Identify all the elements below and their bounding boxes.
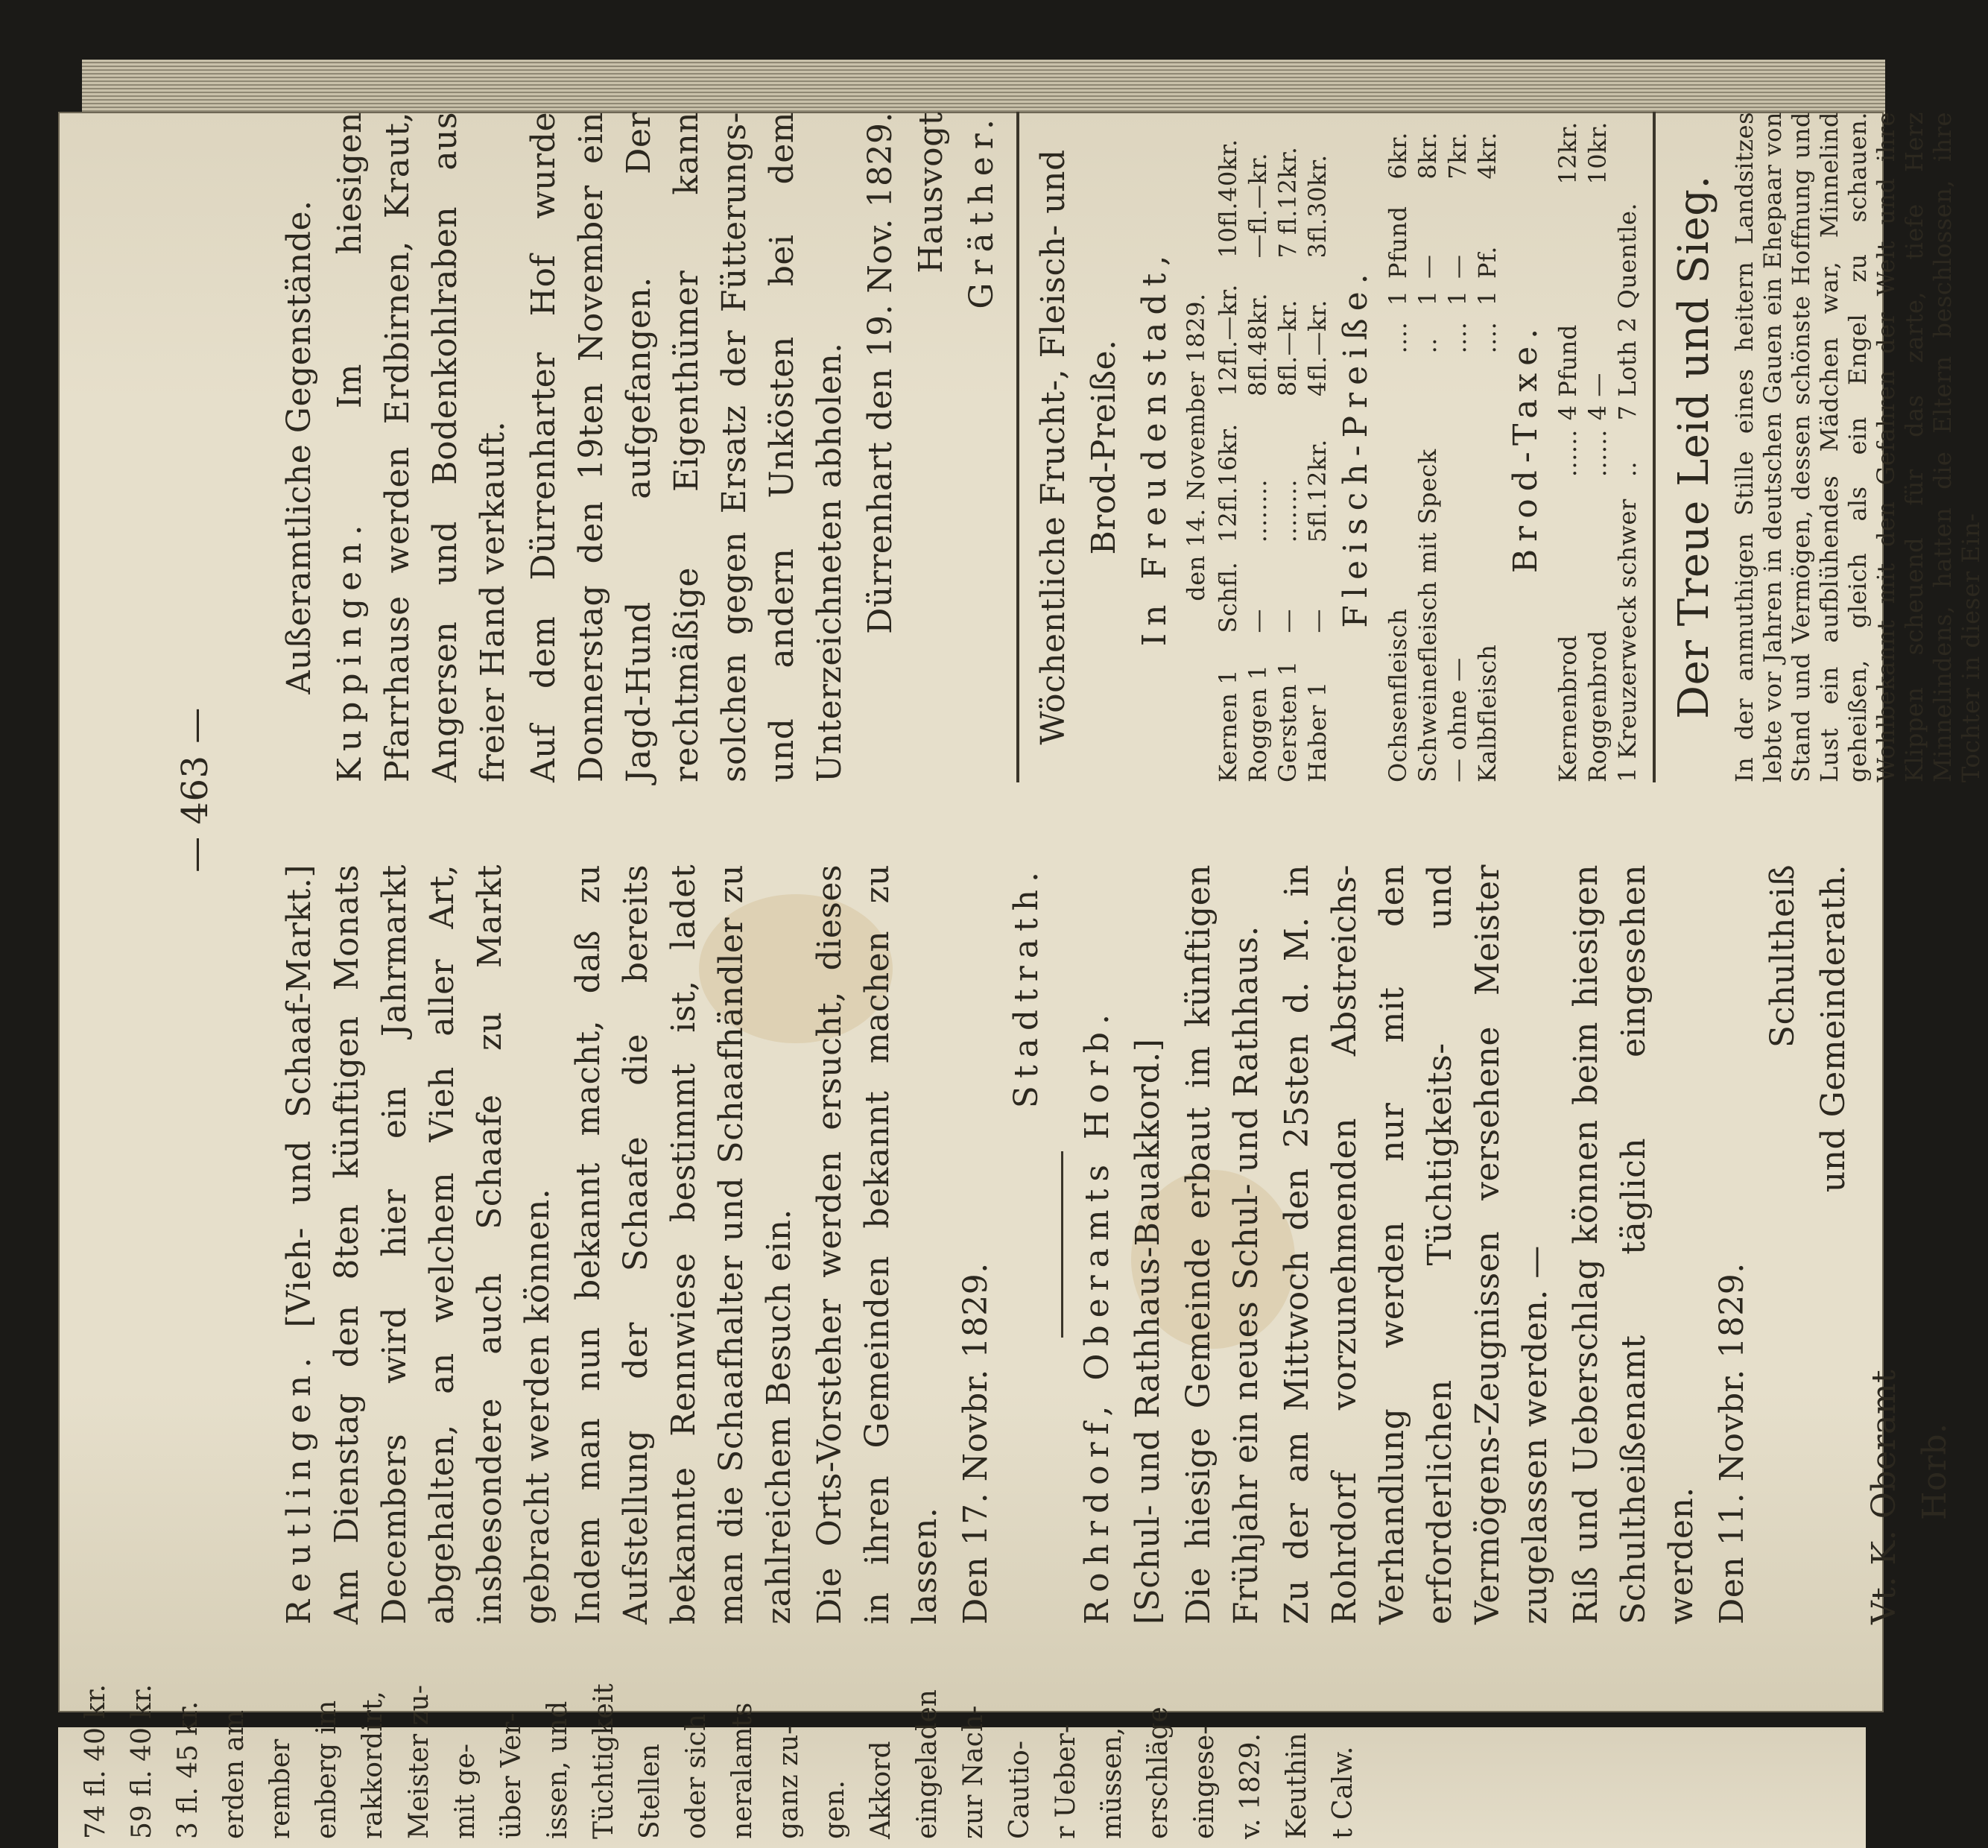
table-cell: 10kr.	[1583, 121, 1612, 185]
table-cell: Pf.	[1473, 246, 1501, 279]
lower-page-line: eingeladen	[912, 1689, 943, 1839]
lower-page-text	[73, 960, 1367, 1839]
prices-title2: Brod-Preiße.	[1085, 339, 1123, 555]
meat-price-row	[1383, 112, 1413, 782]
reutlingen-text2: Indem man nun bekannt macht, daß zu Aufstellung der Schaafe die bereits bekannte Rennwiese bestimmt ist, ladet man die Schaafhalter und Schaafhändler zu zahlreichem Besuch ein.	[569, 864, 798, 1624]
lower-page-line: Cautio-	[1004, 1740, 1035, 1839]
section-divider	[1016, 112, 1019, 782]
table-cell: ..	[1414, 338, 1442, 354]
story-text: In der anmuthigen Stille eines heitern Landsitzes lebte vor Jahren in deutschen Gauen ein Ehepaar von Stand und Vermögen, dessen schönste Hoffnung und Lust ein aufblühendes Mädchen war, Minnelind geheißen, gleich als ein Engel zu schauen. Wohlbekannt mit den Gefahren der Welt und ihre Klippen scheuend für das zarte, tiefe Herz Minnelindens, hatten die Eltern beschlossen, ihre Tochter in dieser Ein-	[1730, 112, 1985, 782]
rohrdorf-signature1: Schultheiß	[1764, 864, 1802, 1048]
table-cell: 7 Loth 2 Quentle.	[1613, 202, 1642, 421]
bread-price-row	[1612, 112, 1642, 782]
table-cell: Schfl.	[1214, 561, 1242, 633]
table-cell: 1 Kreuzerweck schwer	[1613, 499, 1642, 782]
table-cell: —	[1414, 254, 1442, 279]
section-divider	[1653, 112, 1656, 782]
table-cell: 7kr.	[1443, 131, 1472, 180]
lower-page-line: ganz zu-	[773, 1725, 804, 1839]
reutlingen-text3: Die Orts-Vorsteher werden ersucht, dieses in ihren Gemeinden bekannt machen zu lassen.	[811, 864, 944, 1624]
grain-price-row	[1213, 112, 1243, 782]
lower-page-line: mit ge-	[450, 1743, 481, 1839]
table-cell: 7 fl.12kr.	[1273, 146, 1302, 259]
table-cell: —	[1303, 608, 1332, 633]
table-cell: 1	[1443, 290, 1472, 306]
rohrdorf-text1: Die hiesige Gemeinde erbaut im künftigen Frühjahr ein neues Schul- und Rathhaus.	[1180, 864, 1265, 1624]
kuppingen-notice	[326, 112, 517, 782]
reutlingen-text1: [Vieh- und Schaaf-Markt.] Am Dienstag den 8ten künftigen Monats Decembers wird hier ein Jahrmarkt abgehalten, an welchem Vieh aller Art, insbesondere auch Schaafe zu Markt gebracht werden können.	[280, 864, 557, 1624]
page-edge	[82, 60, 1885, 119]
lower-page-line: Meister zu-	[404, 1685, 434, 1839]
table-cell: ......	[1583, 429, 1612, 478]
lower-page-line: neralamts	[727, 1702, 758, 1839]
lower-page-line: Akkord	[866, 1741, 896, 1839]
lower-page-line: Stellen	[635, 1744, 665, 1839]
rohrdorf-signature2: und Gemeinderath.	[1814, 864, 1852, 1193]
table-cell: Ochsenfleisch	[1384, 608, 1412, 782]
table-cell: Haber 1	[1303, 681, 1332, 782]
table-cell: 1	[1384, 290, 1412, 306]
lower-page-line: enberg im	[311, 1700, 342, 1839]
table-cell: ....	[1443, 321, 1472, 354]
grain-price-row	[1273, 112, 1302, 782]
rohrdorf-footer2: Horb.	[1916, 1423, 1954, 1520]
right-column-heading: Außeramtliche Gegenstände.	[280, 200, 318, 694]
table-cell: 8kr.	[1414, 131, 1442, 180]
meat-price-row	[1443, 112, 1472, 782]
table-cell: Roggenbrod	[1583, 630, 1612, 782]
reutlingen-signature: Stadtrath.	[1007, 864, 1045, 1109]
kuppingen-heading: Kuppingen.	[331, 517, 369, 782]
meat-title: Fleisch-Preiße.	[1337, 266, 1375, 628]
lower-page-line: erschläge	[1143, 1706, 1174, 1839]
bread-price-row	[1583, 112, 1612, 782]
lower-page-line: rember	[265, 1738, 296, 1839]
table-cell: 12fl.16kr.	[1214, 423, 1242, 543]
table-cell: Kernenbrod	[1554, 635, 1582, 782]
table-cell: 10fl.40kr.	[1214, 139, 1242, 259]
table-cell	[1612, 112, 1642, 185]
lower-page-line: rakkordirt,	[358, 1691, 388, 1839]
table-cell: 8fl.48kr.	[1244, 292, 1272, 396]
table-cell: 4fl.—kr.	[1303, 299, 1332, 396]
reutlingen-date: Den 17. Novbr. 1829.	[957, 1262, 995, 1624]
table-cell: Kalbfleisch	[1473, 644, 1501, 782]
table-cell: Roggen 1	[1244, 664, 1272, 782]
rohrdorf-date: Den 11. Novbr. 1829.	[1713, 1262, 1751, 1624]
lower-page-line: zur Nach-	[958, 1705, 989, 1839]
table-cell: ........	[1273, 478, 1302, 543]
rohrdorf-text3: Riß und Ueberschlag können beim hiesigen Schultheißenamt täglich eingesehen werden.	[1567, 864, 1700, 1624]
lower-page-line: müssen,	[1097, 1727, 1127, 1839]
lower-page-line: v. 1829.	[1235, 1732, 1266, 1839]
table-cell: Schweinefleisch mit Speck	[1414, 449, 1442, 782]
lower-page-line: erden am	[219, 1709, 250, 1839]
table-cell: —	[1273, 608, 1302, 633]
duerrenhart-signature1: Hausvogt	[912, 112, 950, 273]
meat-price-row	[1472, 112, 1502, 782]
lower-page-line: über Ver-	[496, 1712, 527, 1839]
bread-title: Brod-Taxe.	[1507, 320, 1545, 574]
table-cell: ....	[1384, 321, 1412, 354]
prices-city: In Freudenstadt,	[1136, 247, 1174, 647]
lower-page-line: Keuthin	[1282, 1732, 1312, 1839]
lower-page-line: r Ueber-	[1051, 1724, 1081, 1839]
table-cell: 5fl.12kr.	[1303, 439, 1332, 543]
lower-page-line: issen, und	[542, 1700, 573, 1839]
table-cell: — ohne —	[1443, 657, 1472, 782]
rohrdorf-subheading: [Schul- und Rathhaus-Bauakkord.]	[1129, 1038, 1167, 1624]
table-cell: —	[1443, 254, 1472, 279]
page-number: — 463 —	[174, 707, 216, 873]
grain-price-table	[1213, 112, 1332, 782]
table-cell: 1	[1473, 290, 1501, 306]
grain-price-row	[1243, 112, 1273, 782]
grain-price-row	[1302, 112, 1332, 782]
table-cell: ........	[1244, 478, 1272, 543]
duerrenhart-text: Auf dem Dürrenharter Hof wurde Donnerstag den 19ten November ein Jagd-Hund aufgefangen. Der rechtmäßige Eigenthümer kann solchen gegen Ersatz der Fütterungs- und andern Unkösten bei dem Unterzeichneten abholen.	[525, 112, 849, 782]
table-cell: 4 —	[1583, 373, 1612, 421]
table-cell: 1	[1414, 290, 1442, 306]
table-cell: 6kr.	[1384, 131, 1412, 180]
duerrenhart-signature2: Gräther.	[963, 112, 1001, 309]
meat-price-table	[1383, 112, 1502, 782]
prices-title1: Wöchentliche Frucht-, Fleisch- und	[1034, 149, 1072, 745]
lower-page-line: oder sich	[681, 1713, 712, 1839]
table-cell: ......	[1554, 429, 1582, 478]
rohrdorf-footer1: Vt. K. Oberamt	[1865, 1369, 1903, 1624]
rohrdorf-heading: Rohrdorf, Oberamts Horb.	[1078, 1007, 1116, 1624]
right-column	[276, 112, 1988, 782]
table-cell: 4 Pfund	[1554, 324, 1582, 421]
prices-date: den 14. November 1829.	[1182, 293, 1210, 601]
table-cell: 12kr.	[1554, 121, 1582, 185]
lower-page-content-rotated	[58, 1683, 1358, 1847]
lower-page-line: gen.	[820, 1780, 850, 1839]
lower-page-line: 74 fl. 40 kr.	[80, 1684, 111, 1839]
lower-page-line: t Calw.	[1328, 1746, 1358, 1839]
table-cell: —	[1244, 608, 1272, 633]
lower-page-line: 59 fl. 40 kr.	[127, 1684, 157, 1839]
reutlingen-heading: Reutlingen.	[280, 1349, 318, 1624]
lower-page-line: eingese-	[1189, 1725, 1220, 1839]
lower-page-line: Tüchtigkeit	[589, 1683, 619, 1839]
meat-price-row	[1413, 112, 1443, 782]
table-cell: Gersten 1	[1273, 660, 1302, 782]
table-cell: 3fl.30kr.	[1303, 154, 1332, 259]
table-cell: 4kr.	[1473, 131, 1501, 180]
rohrdorf-text2: Zu der am Mittwoch den 25sten d. M. in Rohrdorf vorzunehmenden Abstreichs-Verhandlung werden nur mit den erforderlichen Tüchtigkeits- und Vermögens-Zeugnissen versehene Meister zugelassen werden. —	[1278, 864, 1554, 1624]
table-cell: ....	[1473, 321, 1501, 354]
bread-price-table	[1553, 112, 1642, 782]
lower-page-line: 3 fl. 45 kr.	[173, 1700, 203, 1839]
table-cell: 8fl.—kr.	[1273, 299, 1302, 396]
table-cell: Kernen 1	[1214, 669, 1242, 782]
kuppingen-text: Im hiesigen Pfarrhause werden Erdbirnen, Kraut, Angersen und Bodenkohlraben aus freier Hand verkauft.	[331, 112, 512, 782]
table-cell: Pfund	[1384, 206, 1412, 279]
table-cell: 12fl.—kr.	[1214, 284, 1242, 396]
story-title: Der Treue Leid und Sieg.	[1670, 175, 1718, 719]
table-cell: ..	[1613, 461, 1642, 478]
bread-price-row	[1553, 112, 1583, 782]
duerrenhart-date: Dürrenhart den 19. Nov. 1829.	[861, 112, 899, 634]
table-cell: —fl.—kr.	[1244, 152, 1272, 259]
